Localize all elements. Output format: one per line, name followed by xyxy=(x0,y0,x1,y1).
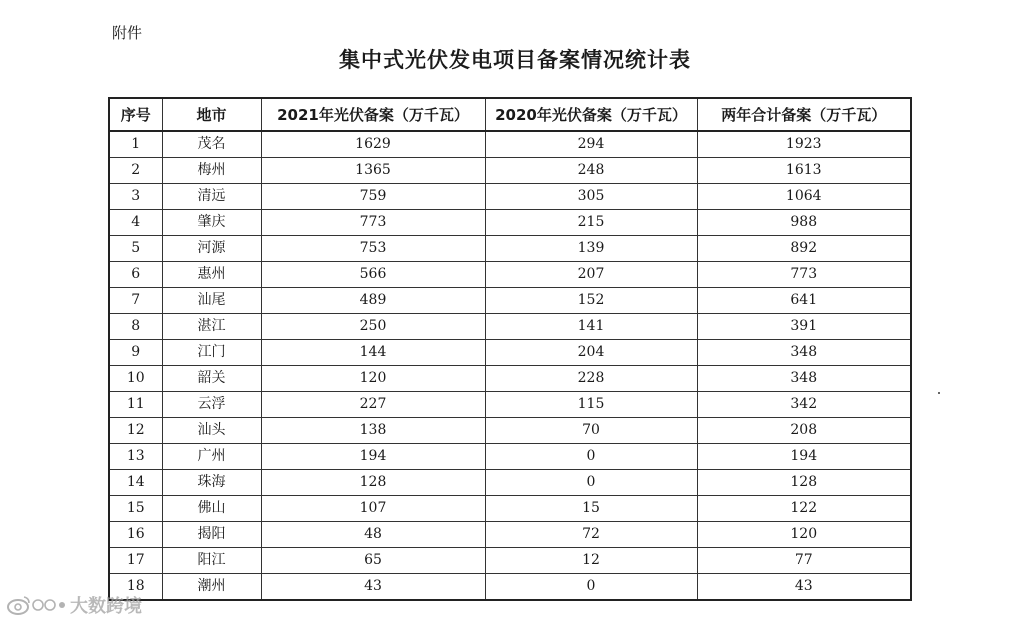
cell-2020: 0 xyxy=(485,444,697,470)
cell-city: 肇庆 xyxy=(162,210,261,236)
cell-city: 阳江 xyxy=(162,548,261,574)
cell-2021: 227 xyxy=(261,392,485,418)
cell-2020: 152 xyxy=(485,288,697,314)
cell-city: 江门 xyxy=(162,340,261,366)
cell-2020: 70 xyxy=(485,418,697,444)
cell-2021: 65 xyxy=(261,548,485,574)
cell-city: 惠州 xyxy=(162,262,261,288)
cell-2021: 753 xyxy=(261,236,485,262)
cell-total: 1064 xyxy=(697,184,911,210)
table-row xyxy=(109,496,911,522)
cell-2020: 0 xyxy=(485,574,697,601)
cell-2021: 773 xyxy=(261,210,485,236)
cell-no: 16 xyxy=(109,522,162,548)
table-row xyxy=(109,418,911,444)
header-2021: 2021年光伏备案（万千瓦） xyxy=(261,98,485,131)
cell-city: 梅州 xyxy=(162,158,261,184)
page-title: 集中式光伏发电项目备案情况统计表 xyxy=(339,47,691,72)
cell-2020: 248 xyxy=(485,158,697,184)
cell-2020: 0 xyxy=(485,470,697,496)
cell-2021: 759 xyxy=(261,184,485,210)
cell-total: 120 xyxy=(697,522,911,548)
cell-2021: 48 xyxy=(261,522,485,548)
cell-city: 揭阳 xyxy=(162,522,261,548)
cell-no: 5 xyxy=(109,236,162,262)
cell-2021: 144 xyxy=(261,340,485,366)
cell-city: 珠海 xyxy=(162,470,261,496)
cell-no: 15 xyxy=(109,496,162,522)
table-row xyxy=(109,262,911,288)
table-row xyxy=(109,314,911,340)
cell-no: 2 xyxy=(109,158,162,184)
header-city: 地市 xyxy=(162,98,261,131)
cell-city: 汕尾 xyxy=(162,288,261,314)
table-row xyxy=(109,366,911,392)
cell-city: 河源 xyxy=(162,236,261,262)
cell-2021: 107 xyxy=(261,496,485,522)
cell-2021: 128 xyxy=(261,470,485,496)
cell-2020: 72 xyxy=(485,522,697,548)
cell-no: 10 xyxy=(109,366,162,392)
scan-speck xyxy=(938,392,940,394)
cell-2021: 43 xyxy=(261,574,485,601)
table-row xyxy=(109,392,911,418)
cell-total: 988 xyxy=(697,210,911,236)
cell-2021: 250 xyxy=(261,314,485,340)
cell-no: 3 xyxy=(109,184,162,210)
cell-city: 清远 xyxy=(162,184,261,210)
cell-total: 1613 xyxy=(697,158,911,184)
cell-total: 128 xyxy=(697,470,911,496)
cell-no: 14 xyxy=(109,470,162,496)
table-row xyxy=(109,236,911,262)
watermark xyxy=(6,592,142,618)
cell-total: 342 xyxy=(697,392,911,418)
table-row xyxy=(109,288,911,314)
cell-no: 7 xyxy=(109,288,162,314)
table-row xyxy=(109,210,911,236)
table-row xyxy=(109,548,911,574)
cell-total: 43 xyxy=(697,574,911,601)
watermark-text: 大数跨境 xyxy=(70,596,142,617)
cell-total: 1923 xyxy=(697,131,911,158)
table-header-row xyxy=(109,98,911,131)
cell-city: 广州 xyxy=(162,444,261,470)
cell-no: 18 xyxy=(109,574,162,601)
cell-total: 892 xyxy=(697,236,911,262)
cell-city: 潮州 xyxy=(162,574,261,601)
cell-total: 641 xyxy=(697,288,911,314)
cell-2021: 1365 xyxy=(261,158,485,184)
cell-2020: 228 xyxy=(485,366,697,392)
cell-total: 348 xyxy=(697,366,911,392)
cell-2021: 138 xyxy=(261,418,485,444)
header-2020: 2020年光伏备案（万千瓦） xyxy=(485,98,697,131)
attachment-label: 附件 xyxy=(112,24,143,42)
cell-total: 194 xyxy=(697,444,911,470)
cell-city: 湛江 xyxy=(162,314,261,340)
table-row xyxy=(109,184,911,210)
cell-2021: 120 xyxy=(261,366,485,392)
header-total: 两年合计备案（万千瓦） xyxy=(697,98,911,131)
table-row xyxy=(109,131,911,158)
cell-no: 17 xyxy=(109,548,162,574)
cell-no: 4 xyxy=(109,210,162,236)
cell-no: 9 xyxy=(109,340,162,366)
table-row xyxy=(109,340,911,366)
cell-2021: 1629 xyxy=(261,131,485,158)
cell-2020: 207 xyxy=(485,262,697,288)
cell-total: 208 xyxy=(697,418,911,444)
table-row xyxy=(109,522,911,548)
cell-city: 云浮 xyxy=(162,392,261,418)
cell-no: 11 xyxy=(109,392,162,418)
cell-2020: 12 xyxy=(485,548,697,574)
cell-2020: 141 xyxy=(485,314,697,340)
cell-2020: 115 xyxy=(485,392,697,418)
table-row xyxy=(109,574,911,601)
weibo-logo-icon xyxy=(6,593,66,617)
cell-2020: 204 xyxy=(485,340,697,366)
cell-city: 汕头 xyxy=(162,418,261,444)
cell-no: 13 xyxy=(109,444,162,470)
cell-city: 茂名 xyxy=(162,131,261,158)
cell-no: 6 xyxy=(109,262,162,288)
cell-2020: 305 xyxy=(485,184,697,210)
cell-2020: 139 xyxy=(485,236,697,262)
cell-2021: 489 xyxy=(261,288,485,314)
cell-total: 773 xyxy=(697,262,911,288)
statistics-table xyxy=(108,97,912,601)
cell-no: 8 xyxy=(109,314,162,340)
cell-total: 348 xyxy=(697,340,911,366)
cell-total: 391 xyxy=(697,314,911,340)
cell-2020: 215 xyxy=(485,210,697,236)
cell-no: 1 xyxy=(109,131,162,158)
cell-total: 77 xyxy=(697,548,911,574)
cell-2020: 294 xyxy=(485,131,697,158)
cell-city: 佛山 xyxy=(162,496,261,522)
cell-no: 12 xyxy=(109,418,162,444)
header-no: 序号 xyxy=(109,98,162,131)
table-row xyxy=(109,470,911,496)
cell-2021: 566 xyxy=(261,262,485,288)
cell-2020: 15 xyxy=(485,496,697,522)
table-row xyxy=(109,444,911,470)
table-row xyxy=(109,158,911,184)
cell-total: 122 xyxy=(697,496,911,522)
cell-city: 韶关 xyxy=(162,366,261,392)
table-body xyxy=(109,131,911,600)
cell-2021: 194 xyxy=(261,444,485,470)
